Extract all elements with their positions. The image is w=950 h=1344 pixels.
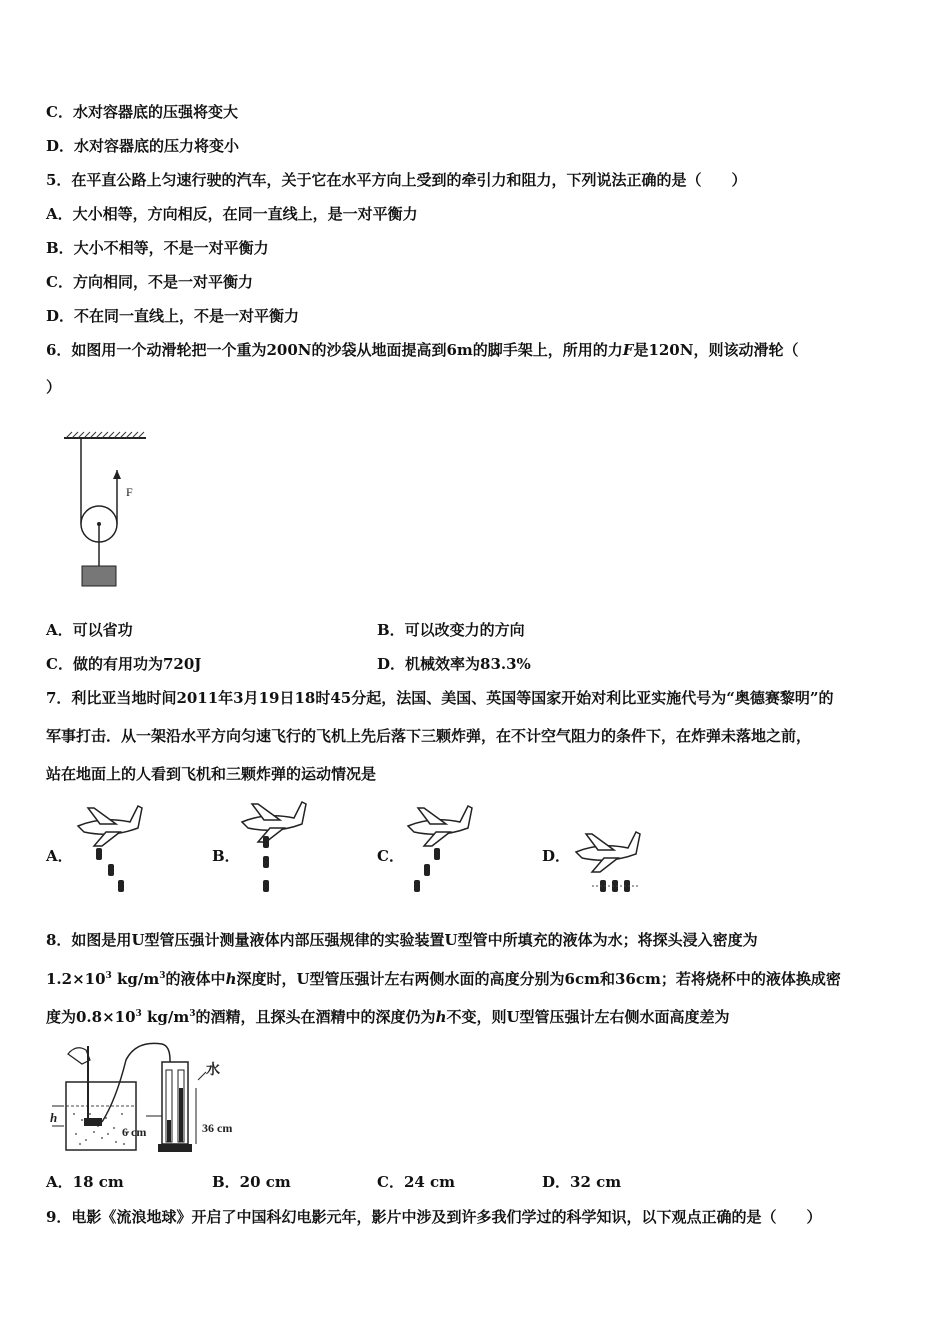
- q9-stem: 9．电影《流浪地球》开启了中国科幻电影元年，影片中涉及到许多我们学过的科学知识，以下观点正确的是（ ）: [46, 1208, 822, 1226]
- q7-figure-a: [72, 800, 152, 900]
- u-tube-manometer-figure: [46, 1040, 246, 1156]
- q7-option-c: C．: [377, 847, 404, 865]
- q7-option-a: A．: [46, 847, 73, 865]
- q7-stem-line3: 站在地面上的人看到飞机和三颗炸弹的运动情况是: [46, 765, 377, 783]
- q4-option-c: C．水对容器底的压强将变大: [46, 103, 238, 121]
- q8-option-a: A．18 cm: [46, 1173, 124, 1191]
- q4-option-d: D．水对容器底的压力将变小: [46, 137, 240, 155]
- q5-stem: 5．在平直公路上匀速行驶的汽车，关于它在水平方向上受到的牵引力和阻力，下列说法正确的是（ ）: [46, 171, 747, 189]
- q8-stem-line2: $1.2\times 10^3$ $kg/m^3$的液体中h深度时，U型管压强计左右两侧水面的高度分别为6cm和36cm；若将烧杯中的液体换成密: [46, 970, 841, 988]
- q8-stem-line3: 度为$0.8\times 10^3$ $kg/m^3$的酒精，且探头在酒精中的深度仍为h不变，则U型管压强计左右侧水面高度差为: [46, 1008, 730, 1026]
- q5-option-c: C．方向相同，不是一对平衡力: [46, 273, 253, 291]
- q6-stem: 6．如图用一个动滑轮把一个重为200N的沙袋从地面提高到6m的脚手架上，所用的力F是120N，则该动滑轮（: [46, 341, 799, 359]
- q6-stem-close: ）: [46, 378, 62, 396]
- fig-label-36cm: 36 cm: [202, 1121, 233, 1135]
- pulley-label-f: F: [126, 485, 133, 499]
- q5-option-a: A．大小相等，方向相反，在同一直线上，是一对平衡力: [46, 205, 418, 223]
- q8-option-c: C．24 cm: [377, 1173, 456, 1191]
- q7-option-d: D．: [542, 847, 571, 865]
- q8-stem-line1: 8．如图是用U型管压强计测量液体内部压强规律的实验装置U型管中所填充的液体为水；将探头浸入密度为: [46, 931, 758, 949]
- q8-option-b: B．20 cm: [212, 1173, 291, 1191]
- fig-label-water: 水: [206, 1062, 220, 1078]
- fig-label-h: h: [50, 1110, 58, 1125]
- q7-stem-line2: 军事打击．从一架沿水平方向匀速飞行的飞机上先后落下三颗炸弹，在不计空气阻力的条件下，在炸弹未落地之前，: [46, 727, 812, 745]
- q5-option-d: D．不在同一直线上，不是一对平衡力: [46, 307, 300, 325]
- q7-figure-d: [570, 826, 650, 900]
- fig-label-6cm: 6 cm: [122, 1125, 147, 1139]
- q6-option-c: C．做的有用功为720J: [46, 655, 202, 673]
- q6-option-d: D．机械效率为83.3%: [377, 655, 531, 673]
- q5-option-b: B．大小不相等，不是一对平衡力: [46, 239, 269, 257]
- q7-option-b: B．: [212, 847, 240, 865]
- pulley-figure: [60, 432, 160, 592]
- q7-stem-line1: 7．利比亚当地时间2011年3月19日18时45分起，法国、美国、英国等国家开始对利比亚实施代号为“奥德赛黎明”的: [46, 689, 834, 707]
- q7-figure-b: [236, 796, 316, 900]
- q6-option-a: A．可以省功: [46, 621, 133, 639]
- q6-option-b: B．可以改变力的方向: [377, 621, 525, 639]
- q8-option-d: D．32 cm: [542, 1173, 622, 1191]
- q7-figure-c: [402, 800, 482, 900]
